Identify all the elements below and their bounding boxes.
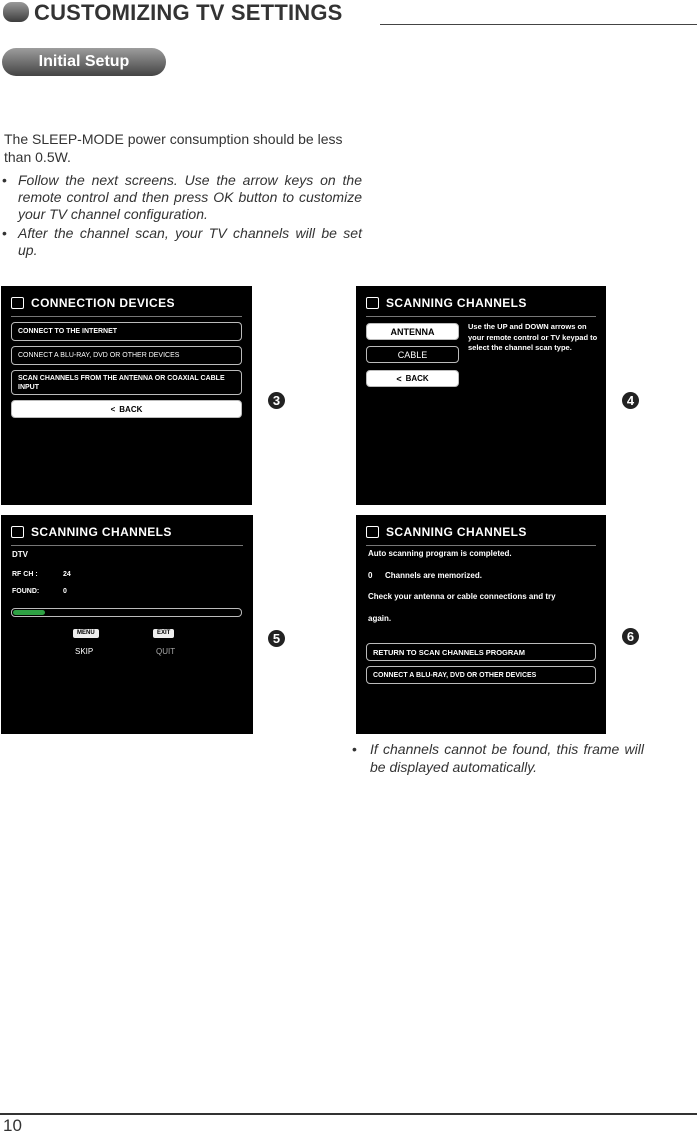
divider (366, 545, 596, 546)
exit-key-icon: EXIT (153, 629, 174, 638)
screen-title-text: SCANNING CHANNELS (31, 525, 172, 539)
connect-bluray-button[interactable] (366, 666, 596, 684)
quit-label[interactable]: QUIT (156, 647, 176, 656)
screen-title (366, 296, 527, 310)
instruction-item (2, 172, 362, 223)
rf-channel-label: RF CH : (12, 571, 38, 578)
footer-rule (0, 1113, 697, 1115)
checkbox-icon (11, 297, 24, 309)
sleep-mode-note: The SLEEP-MODE power consumption should be less than 0.5W. (4, 131, 343, 165)
option-label: SCAN CHANNELS FROM THE ANTENNA OR COAXIAL CABLE INPUT (18, 374, 225, 391)
option-label: CONNECT A BLU-RAY, DVD OR OTHER DEVICES (373, 671, 537, 679)
try-again-message: again. (368, 614, 392, 623)
screen-scanning-type (356, 286, 606, 505)
screen-scan-complete (356, 515, 606, 734)
checkbox-icon (366, 297, 379, 309)
option-label: RETURN TO SCAN CHANNELS PROGRAM (373, 647, 525, 657)
back-button[interactable] (366, 370, 459, 387)
scan-progress-bar (11, 608, 242, 617)
back-label: BACK (119, 404, 143, 414)
cable-button[interactable]: CABLE (366, 346, 459, 363)
screen-title-text: SCANNING CHANNELS (386, 525, 527, 539)
instruction-text: After the channel scan, your TV channels will be set up. (18, 225, 362, 258)
option-connect-bluray[interactable] (11, 346, 242, 365)
screen-scan-progress (1, 515, 253, 734)
screen-title (366, 525, 527, 539)
chevron-left-icon: < (110, 404, 116, 414)
screen-title-text: CONNECTION DEVICES (31, 296, 175, 310)
instruction-text: Follow the next screens. Use the arrow keys on the remote control and then press OK button to customize your TV channel configuration. (18, 172, 362, 222)
bullet-dot: • (352, 741, 357, 757)
section-pill: Initial Setup (2, 48, 166, 76)
bullet-dot: • (2, 225, 7, 241)
divider (366, 316, 596, 317)
step-number-5: 5 (268, 630, 285, 647)
channels-memorized-message: Channels are memorized. (385, 571, 482, 580)
found-label: FOUND: (12, 588, 40, 595)
divider (11, 316, 242, 317)
header-rule (380, 24, 697, 25)
screen-title (11, 296, 175, 310)
bullet-dot: • (2, 172, 7, 188)
return-to-scan-button[interactable] (366, 643, 596, 661)
back-button[interactable] (11, 400, 242, 418)
step-number-6: 6 (622, 628, 639, 645)
skip-label[interactable]: SKIP (75, 647, 94, 656)
rf-channel-value: 24 (63, 571, 71, 578)
page-number: 10 (3, 1116, 22, 1135)
screen-title-text: SCANNING CHANNELS (386, 296, 527, 310)
instructions-list (2, 172, 362, 261)
antenna-button[interactable]: ANTENNA (366, 323, 459, 340)
checkbox-icon (11, 526, 24, 538)
auto-display-text: If channels cannot be found, this frame will be displayed automatically. (370, 741, 644, 775)
back-label: BACK (405, 374, 429, 383)
found-value: 0 (63, 588, 67, 595)
instruction-item (2, 225, 362, 259)
divider (11, 545, 243, 546)
chevron-left-icon: < (396, 373, 402, 384)
step-number-4: 4 (622, 392, 639, 409)
checkbox-icon (366, 526, 379, 538)
scan-type-hint: Use the UP and DOWN arrows on your remote control or TV keypad to select the channel scan type. (468, 322, 598, 352)
auto-display-note (352, 740, 644, 776)
screen-title (11, 525, 172, 539)
scan-progress-fill (13, 610, 45, 615)
page-title: CUSTOMIZING TV SETTINGS (34, 0, 343, 25)
option-scan-channels[interactable] (11, 370, 242, 395)
check-antenna-message: Check your antenna or cable connections and try (368, 592, 556, 601)
scan-complete-message: Auto scanning program is completed. (368, 549, 512, 558)
step-number-3: 3 (268, 392, 285, 409)
screen-connection-devices (1, 286, 252, 505)
channel-count: 0 (368, 571, 373, 580)
scan-mode: DTV (12, 550, 28, 559)
header-badge (3, 2, 29, 22)
menu-key-icon: MENU (73, 629, 99, 638)
option-label: CONNECT A BLU-RAY, DVD OR OTHER DEVICES (18, 352, 180, 359)
option-connect-internet[interactable] (11, 322, 242, 341)
option-label: CONNECT TO THE INTERNET (18, 328, 118, 335)
